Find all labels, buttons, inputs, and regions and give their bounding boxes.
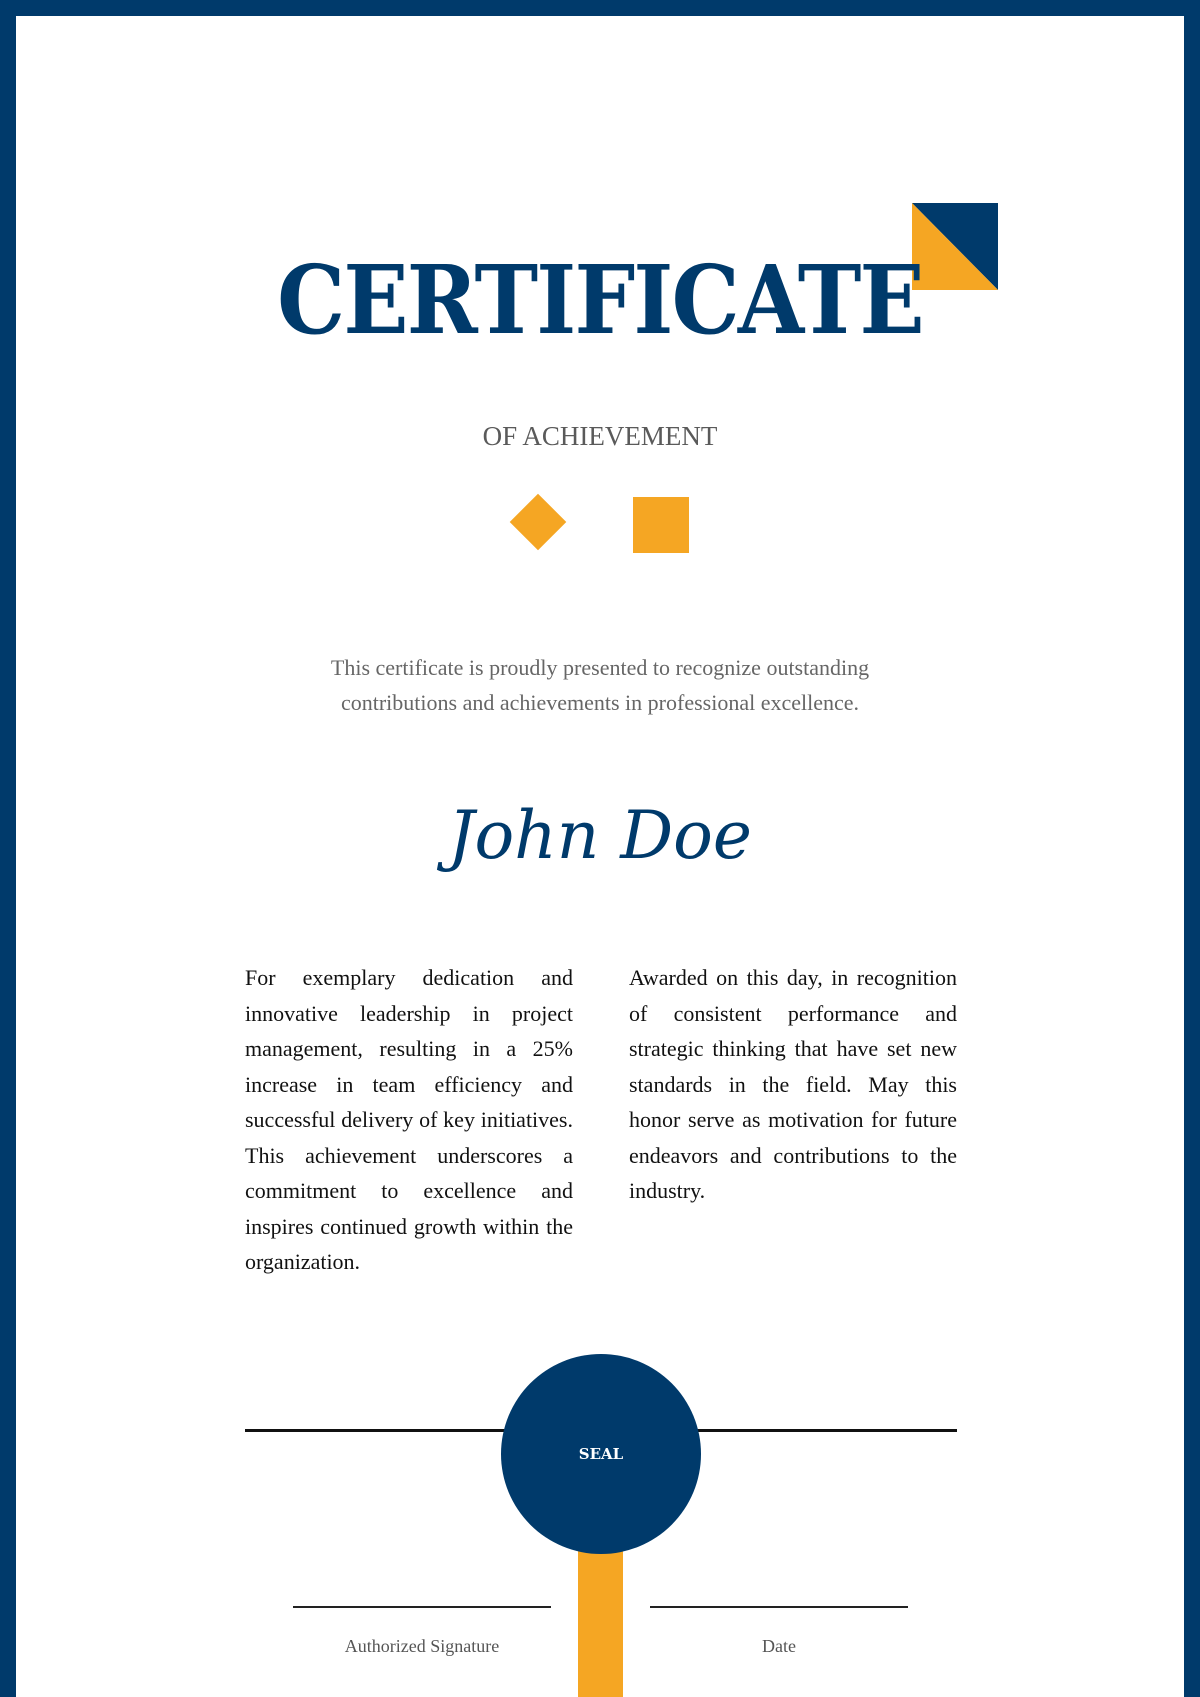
seal-ribbon [578,1536,623,1697]
intro-text: This certificate is proudly presented to recognize outstanding contributions and achievements in professional excellence. [330,655,870,715]
body-text-right: Awarded on this day, in recognition of consistent performance and strategic thinking that have set new standards in the field. May this honor serve as motivation for future endeavors and contributions to the industry. [629,965,957,1203]
divider-line-right [680,1429,957,1432]
divider-line-left [245,1429,520,1432]
body-text-left: For exemplary dedication and innovative leadership in project management, resulting in a 25% increase in team efficiency and successful delivery of key initiatives. This achievement underscores a commitment to excellence and inspires continued growth within the organization. [245,965,573,1274]
seal-emblem [501,1354,701,1554]
date-line [650,1606,908,1608]
seal-label: SEAL [578,1445,624,1463]
certificate-subtitle: OF ACHIEVEMENT [482,421,718,451]
date-label: Date [762,1636,796,1656]
signature-label: Authorized Signature [344,1636,500,1656]
recipient-name: John Doe [448,797,752,874]
gold-diamond-ornament [510,494,567,551]
certificate-title: CERTIFICATE [277,245,923,356]
gold-square-ornament [633,497,689,553]
signature-line [293,1606,551,1608]
